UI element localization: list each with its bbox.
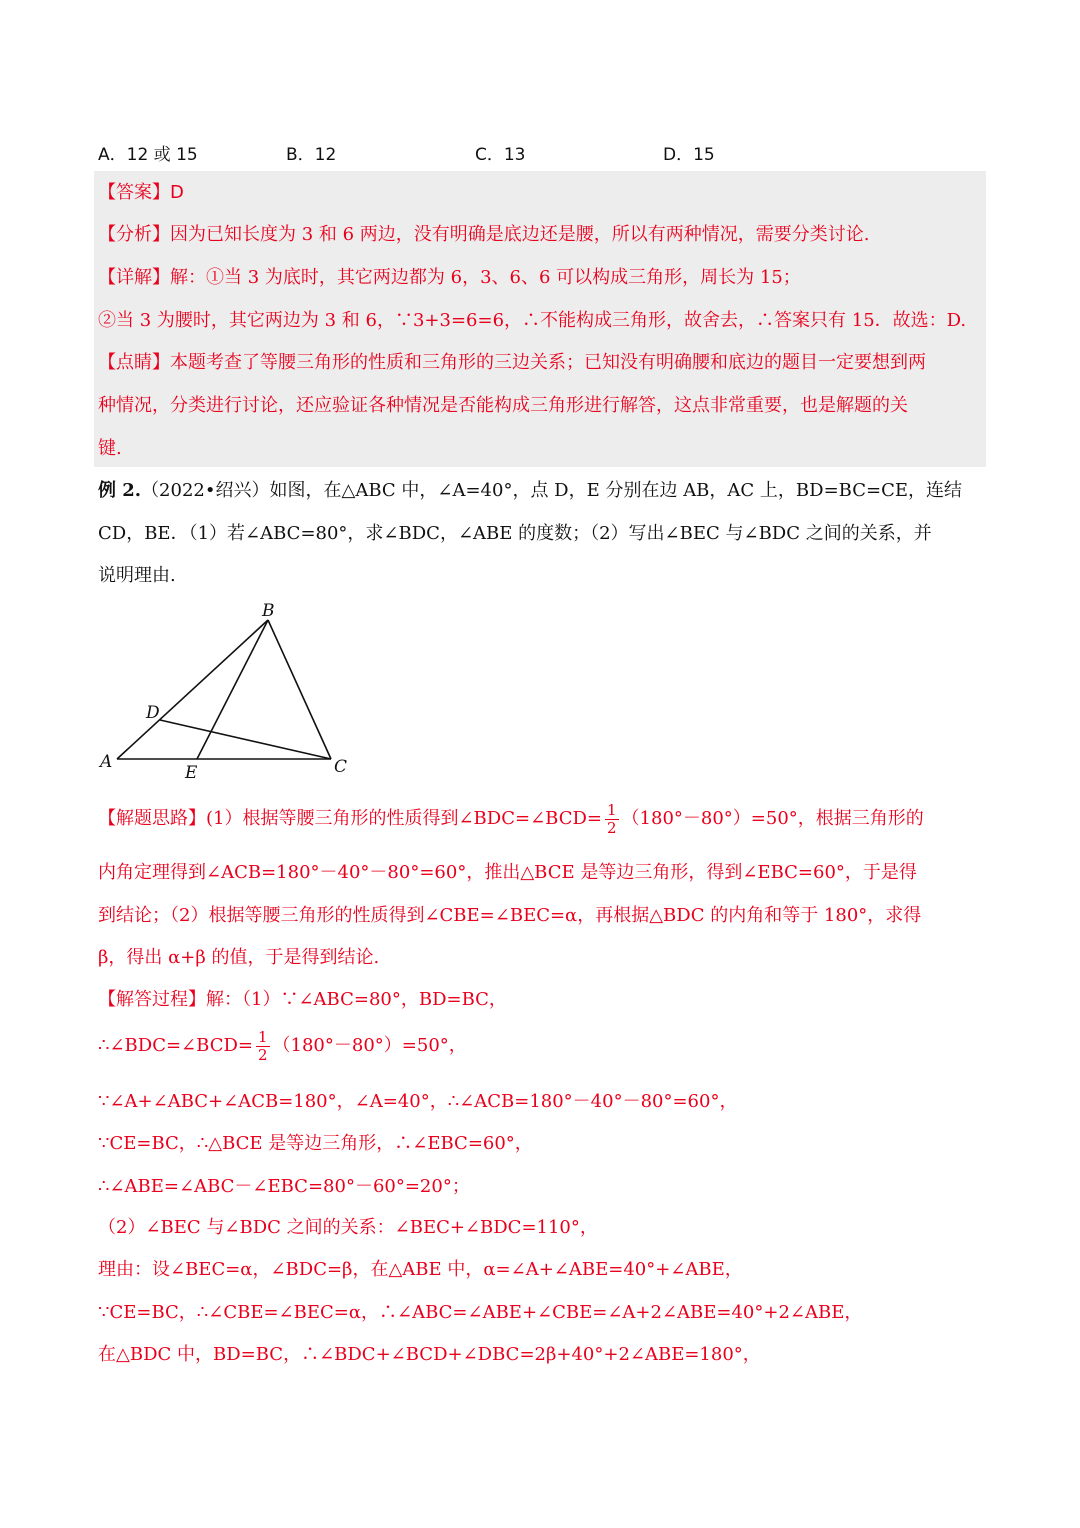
idea-line-3: 到结论；（2）根据等腰三角形的性质得到∠CBE=∠BEC=α，再根据△BDC 的内角和等于 180°，求得 xyxy=(98,905,922,926)
point-c-label: C xyxy=(334,757,348,777)
option-d: D．15 xyxy=(663,145,715,165)
fraction-half-2: $\frac{1}{2}$ xyxy=(257,1027,268,1064)
point-b-label: B xyxy=(262,601,275,621)
detail-line-2: ②当 3 为腰时，其它两边为 3 和 6，∵3+3=6=6，∴不能构成三角形，故舍去，∴答案只有 15．故选：D. xyxy=(98,310,967,331)
process-line-7: 理由：设∠BEC=α，∠BDC=β，在△ABE 中，α=∠A+∠ABE=40°+∠ABE， xyxy=(98,1259,743,1280)
process-line-5: ∴∠ABE=∠ABC－∠EBC=80°－60°=20°； xyxy=(98,1176,470,1197)
example-line-3: 说明理由. xyxy=(98,565,176,586)
process-text-2a: ∴∠BDC=∠BCD= xyxy=(98,1035,253,1056)
process-line-3: ∵∠A+∠ABC+∠ACB=180°，∠A=40°，∴∠ACB=180°－40°－80°=60°， xyxy=(98,1091,738,1112)
answer-line: 【答案】D xyxy=(98,182,184,203)
idea-line-2: 内角定理得到∠ACB=180°－40°－80°=60°，推出△BCE 是等边三角形，得到∠EBC=60°，于是得 xyxy=(98,862,917,883)
segment-bc xyxy=(268,620,331,759)
idea-text-1a: 【解题思路】(1）根据等腰三角形的性质得到∠BDC=∠BCD= xyxy=(98,808,602,829)
point-d-label: D xyxy=(146,703,160,723)
example-label: 例 2. xyxy=(98,480,142,501)
comment-line-1: 【点睛】本题考查了等腰三角形的性质和三角形的三边关系；已知没有明确腰和底边的题目一定要想到两 xyxy=(98,352,926,373)
process-line-2 xyxy=(98,1026,467,1066)
process-line-1: 【解答过程】解：（1）∵∠ABC=80°，BD=BC， xyxy=(98,989,507,1010)
option-c: C．13 xyxy=(475,145,526,165)
segment-be xyxy=(197,620,268,759)
fraction-half: $\frac{1}{2}$ xyxy=(607,800,617,837)
detail-line-1: 【详解】解：①当 3 为底时，其它两边都为 6，3、6、6 可以构成三角形，周长为 15； xyxy=(98,267,801,288)
idea-text-1b: （180°－80°）=50°，根据三角形的 xyxy=(621,808,924,829)
idea-line-4: β，得出 α+β 的值，于是得到结论. xyxy=(98,947,380,968)
segment-cd xyxy=(160,720,331,759)
analysis-line: 【分析】因为已知长度为 3 和 6 两边，没有明确是底边还是腰，所以有两种情况，需要分类讨论. xyxy=(98,224,870,245)
process-line-6: （2）∠BEC 与∠BDC 之间的关系：∠BEC+∠BDC=110°， xyxy=(98,1217,598,1238)
triangle-figure xyxy=(95,600,360,790)
example-text-1: （2022•绍兴）如图，在△ABC 中，∠A=40°，点 D，E 分别在边 AB，AC 上，BD=BC=CE，连结 xyxy=(141,480,962,501)
process-text-2b: （180°－80°）=50°， xyxy=(272,1035,467,1056)
option-a: A．12 或 15 xyxy=(98,145,198,165)
example-line-2: CD，BE．（1）若∠ABC=80°，求∠BDC，∠ABE 的度数；（2）写出∠BEC 与∠BDC 之间的关系，并 xyxy=(98,523,932,544)
idea-line-1 xyxy=(98,799,924,839)
process-line-4: ∵CE=BC，∴△BCE 是等边三角形，∴∠EBC=60°， xyxy=(98,1133,533,1154)
point-e-label: E xyxy=(185,763,198,783)
process-line-8: ∵CE=BC，∴∠CBE=∠BEC=α，∴∠ABC=∠ABE+∠CBE=∠A+2∠ABE=40°+2∠ABE， xyxy=(98,1302,863,1323)
example-line-1 xyxy=(98,479,962,503)
segment-ab xyxy=(117,620,268,759)
process-line-9: 在△BDC 中，BD=BC，∴∠BDC+∠BCD+∠DBC=2β+40°+2∠ABE=180°， xyxy=(98,1344,761,1365)
option-b: B．12 xyxy=(286,145,337,165)
comment-line-3: 键. xyxy=(98,438,122,459)
comment-line-2: 种情况，分类进行讨论，还应验证各种情况是否能构成三角形进行解答，这点非常重要，也是解题的关 xyxy=(98,395,908,416)
point-a-label: A xyxy=(100,752,113,772)
